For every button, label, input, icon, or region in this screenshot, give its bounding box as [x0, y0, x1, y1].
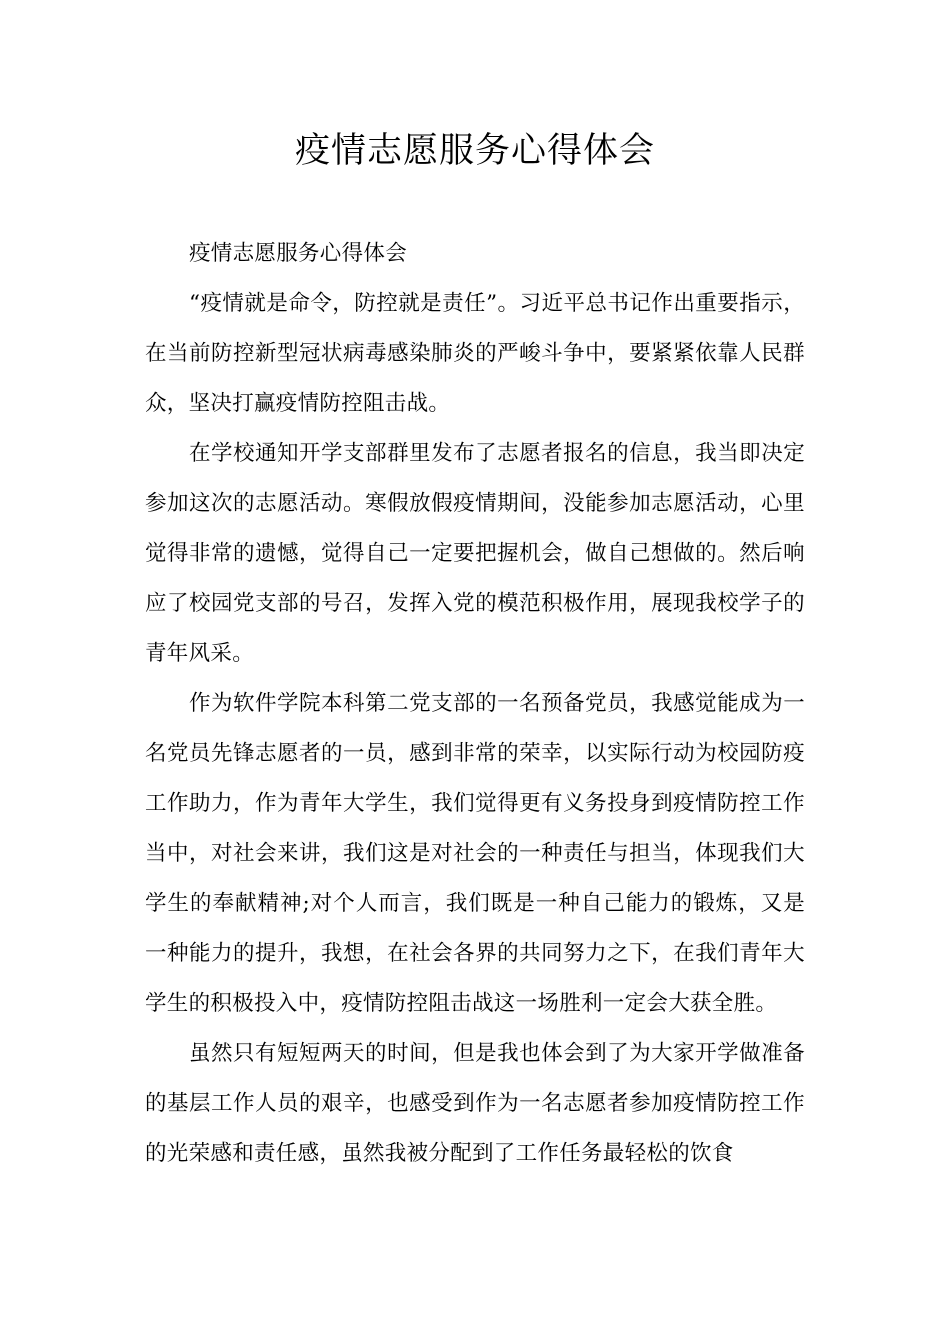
paragraph-1: “疫情就是命令，防控就是责任”。习近平总书记作出重要指示，在当前防控新型冠状病毒感染肺炎的严峻斗争中，要紧紧依靠人民群众，坚决打赢疫情防控阻击战。: [145, 291, 805, 416]
paragraph-3: 作为软件学院本科第二党支部的一名预备党员，我感觉能成为一名党员先锋志愿者的一员，感到非常的荣幸，以实际行动为校园防疫工作助力，作为青年大学生，我们觉得更有义务投身到疫情防控工作当中，对社会来讲，我们这是对社会的一种责任与担当，体现我们大学生的奉献精神;对个人而言，我们既是一种自己能力的锻炼，又是一种能力的提升，我想，在社会各界的共同努力之下，在我们青年大学生的积极投入中，疫情防控阻击战这一场胜利一定会大获全胜。: [145, 691, 805, 1016]
document-body: [145, 229, 805, 1179]
paragraph-subtitle: 疫情志愿服务心得体会: [189, 241, 408, 266]
paragraph-2: 在学校通知开学支部群里发布了志愿者报名的信息，我当即决定参加这次的志愿活动。寒假放假疫情期间，没能参加志愿活动，心里觉得非常的遗憾，觉得自己一定要把握机会，做自己想做的。然后响应了校园党支部的号召，发挥入党的模范积极作用，展现我校学子的青年风采。: [145, 441, 805, 666]
document-title: 疫情志愿服务心得体会: [294, 131, 655, 171]
paragraph-4: 虽然只有短短两天的时间，但是我也体会到了为大家开学做准备的基层工作人员的艰辛，也感受到作为一名志愿者参加疫情防控工作的光荣感和责任感，虽然我被分配到了工作任务最轻松的饮食: [145, 1041, 805, 1166]
